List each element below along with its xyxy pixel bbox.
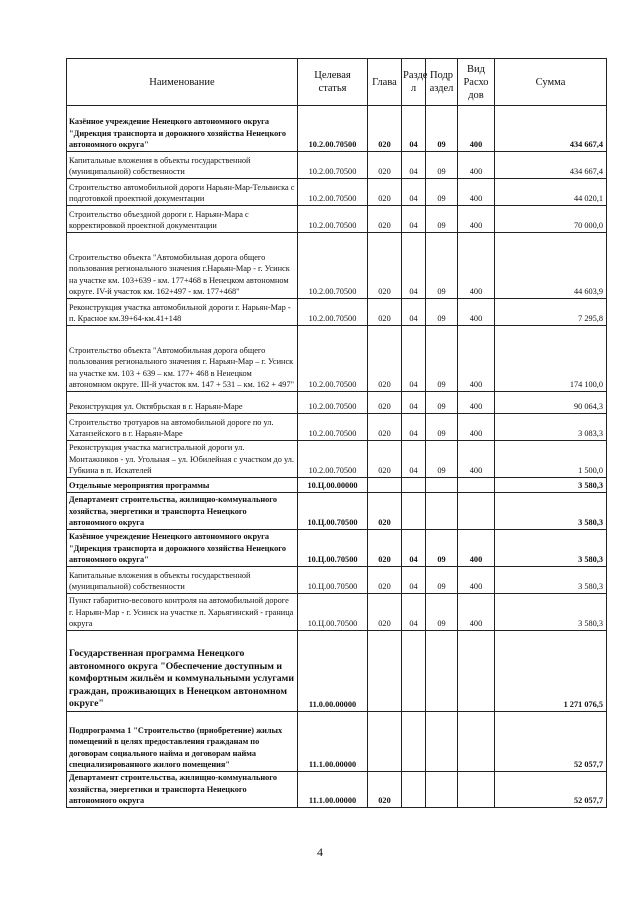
section-code	[402, 493, 426, 530]
expense-type-code: 400	[458, 299, 495, 326]
row-sum: 3 580,3	[495, 493, 607, 530]
expense-type-code	[458, 478, 495, 493]
header-section: Разде л	[402, 59, 426, 106]
chapter-code: 020	[368, 392, 402, 414]
expense-type-code: 400	[458, 392, 495, 414]
table-row	[67, 567, 607, 594]
header-sum: Сумма	[495, 59, 607, 106]
chapter-code	[368, 478, 402, 493]
header-expense-type: Вид Расхо дов	[458, 59, 495, 106]
expense-type-code: 400	[458, 530, 495, 567]
chapter-code: 020	[368, 233, 402, 299]
subsection-code: 09	[426, 414, 458, 441]
subsection-code: 09	[426, 152, 458, 179]
row-name: Пункт габаритно-весового контроля на автомобильной дороге г. Нарьян-Мар - г. Усинск на участке п. Харьягинский - граница округа	[67, 594, 298, 631]
row-name: Капитальные вложения в объекты государственной (муниципальной) собственности	[67, 567, 298, 594]
subsection-code: 09	[426, 179, 458, 206]
section-code	[402, 772, 426, 808]
subsection-code: 09	[426, 299, 458, 326]
expense-type-code: 400	[458, 441, 495, 478]
subsection-code: 09	[426, 441, 458, 478]
subsection-code: 09	[426, 206, 458, 233]
chapter-code: 020	[368, 414, 402, 441]
chapter-code: 020	[368, 106, 402, 152]
table-row	[67, 233, 607, 299]
row-sum: 44 020,1	[495, 179, 607, 206]
subsection-code: 09	[426, 392, 458, 414]
section-code: 04	[402, 414, 426, 441]
row-sum: 3 580,3	[495, 530, 607, 567]
row-sum: 44 603,9	[495, 233, 607, 299]
header-name: Наименование	[67, 59, 298, 106]
subsection-code	[426, 478, 458, 493]
row-name: Строительство объекта "Автомобильная дорога общего пользования регионального значения г.Нарьян-Мар - г. Усинск на участке км. 103+639 - км. 177+468 в Ненецком автономном округе. IV-й участок км. 162+497 - км. 177+468"	[67, 233, 298, 299]
expense-type-code: 400	[458, 179, 495, 206]
expense-type-code	[458, 631, 495, 712]
row-sum: 7 295,8	[495, 299, 607, 326]
target-article-code: 10.Ц.00.70500	[298, 493, 368, 530]
subsection-code: 09	[426, 530, 458, 567]
section-code	[402, 631, 426, 712]
chapter-code: 020	[368, 594, 402, 631]
table-header-row	[67, 59, 607, 106]
chapter-code: 020	[368, 326, 402, 392]
subsection-code: 09	[426, 233, 458, 299]
chapter-code: 020	[368, 152, 402, 179]
row-name: Строительство объекта "Автомобильная дорога общего пользования регионального значения г. Нарьян-Мар – г. Усинск на участке км. 103 + 639 – км. 177+ 468 в Ненецком автономном округе. III-й участок км. 147 + 531 – км. 162 + 497"	[67, 326, 298, 392]
subsection-code: 09	[426, 594, 458, 631]
table-row	[67, 299, 607, 326]
section-code: 04	[402, 392, 426, 414]
chapter-code: 020	[368, 179, 402, 206]
expense-type-code: 400	[458, 233, 495, 299]
subsection-code	[426, 493, 458, 530]
section-code: 04	[402, 206, 426, 233]
expense-type-code: 400	[458, 594, 495, 631]
header-subsection: Подр аздел	[426, 59, 458, 106]
subsection-code: 09	[426, 567, 458, 594]
header-target-article: Целевая статья	[298, 59, 368, 106]
table-row	[67, 106, 607, 152]
target-article-code: 10.Ц.00.70500	[298, 567, 368, 594]
section-code: 04	[402, 152, 426, 179]
target-article-code: 10.Ц.00.70500	[298, 594, 368, 631]
table-row	[67, 530, 607, 567]
expense-type-code	[458, 712, 495, 772]
row-name: Строительство объездной дороги г. Нарьян-Мара с корректировкой проектной документации	[67, 206, 298, 233]
target-article-code: 11.1.00.00000	[298, 772, 368, 808]
budget-table	[66, 58, 607, 808]
section-code: 04	[402, 179, 426, 206]
row-name: Казённое учреждение Ненецкого автономного округа "Дирекция транспорта и дорожного хозяйства Ненецкого автономного округа"	[67, 106, 298, 152]
section-code: 04	[402, 567, 426, 594]
chapter-code: 020	[368, 206, 402, 233]
row-sum: 52 057,7	[495, 772, 607, 808]
row-name: Реконструкция участка магистральной дороги ул. Монтажников - ул. Угольная – ул. Юбилейная с участком до ул. Губкина в п. Искателей	[67, 441, 298, 478]
table-row	[67, 326, 607, 392]
row-name: Реконструкция участка автомобильной дороги г. Нарьян-Мар - п. Красное км.39+64-км.41+148	[67, 299, 298, 326]
expense-type-code: 400	[458, 206, 495, 233]
page-number: 4	[317, 845, 323, 859]
target-article-code: 10.2.00.70500	[298, 326, 368, 392]
target-article-code: 10.2.00.70500	[298, 106, 368, 152]
table-row	[67, 441, 607, 478]
row-sum: 434 667,4	[495, 152, 607, 179]
expense-type-code: 400	[458, 326, 495, 392]
row-name: Строительство тротуаров на автомобильной дороге по ул. Хатанзейского в г. Нарьян-Маре	[67, 414, 298, 441]
subsection-code	[426, 712, 458, 772]
row-sum: 434 667,4	[495, 106, 607, 152]
expense-type-code: 400	[458, 106, 495, 152]
expense-type-code	[458, 772, 495, 808]
target-article-code: 10.2.00.70500	[298, 392, 368, 414]
table-row	[67, 772, 607, 808]
row-name: Государственная программа Ненецкого автономного округа "Обеспечение доступным и комфортным жильём и коммунальными услугами граждан, проживающих в Ненецком автономном округе"	[67, 631, 298, 712]
target-article-code: 11.1.00.00000	[298, 712, 368, 772]
subsection-code: 09	[426, 106, 458, 152]
row-sum: 3 580,3	[495, 594, 607, 631]
row-sum: 3 083,3	[495, 414, 607, 441]
row-name: Отдельные мероприятия программы	[67, 478, 298, 493]
chapter-code: 020	[368, 530, 402, 567]
target-article-code: 10.2.00.70500	[298, 299, 368, 326]
row-name: Капитальные вложения в объекты государственной (муниципальной) собственности	[67, 152, 298, 179]
row-name: Департамент строительства, жилищно-коммунального хозяйства, энергетики и транспорта Ненецкого автономного округа	[67, 772, 298, 808]
target-article-code: 11.0.00.00000	[298, 631, 368, 712]
section-code: 04	[402, 326, 426, 392]
row-sum: 1 271 076,5	[495, 631, 607, 712]
table-row	[67, 152, 607, 179]
section-code: 04	[402, 594, 426, 631]
row-sum: 52 057,7	[495, 712, 607, 772]
target-article-code: 10.2.00.70500	[298, 206, 368, 233]
row-name: Департамент строительства, жилищно-коммунального хозяйства, энергетики и транспорта Ненецкого автономного округа	[67, 493, 298, 530]
chapter-code: 020	[368, 441, 402, 478]
target-article-code: 10.2.00.70500	[298, 414, 368, 441]
header-chapter: Глава	[368, 59, 402, 106]
row-sum: 90 064,3	[495, 392, 607, 414]
subsection-code	[426, 631, 458, 712]
table-row	[67, 392, 607, 414]
row-name: Казённое учреждение Ненецкого автономного округа "Дирекция транспорта и дорожного хозяйства Ненецкого автономного округа"	[67, 530, 298, 567]
table-row	[67, 712, 607, 772]
table-row	[67, 631, 607, 712]
row-sum: 1 500,0	[495, 441, 607, 478]
target-article-code: 10.Ц.00.70500	[298, 530, 368, 567]
section-code: 04	[402, 299, 426, 326]
row-sum: 70 000,0	[495, 206, 607, 233]
table-row	[67, 478, 607, 493]
expense-type-code: 400	[458, 567, 495, 594]
table-row	[67, 179, 607, 206]
subsection-code: 09	[426, 326, 458, 392]
table-row	[67, 206, 607, 233]
table-row	[67, 414, 607, 441]
target-article-code: 10.2.00.70500	[298, 441, 368, 478]
expense-type-code	[458, 493, 495, 530]
row-name: Подпрограмма 1 "Строительство (приобретение) жилых помещений в целях предоставления гражданам по договорам социального найма и договорам найма специализированного жилого помещения"	[67, 712, 298, 772]
row-name: Строительство автомобильной дороги Нарьян-Мар-Тельвиска с подготовкой проектной документации	[67, 179, 298, 206]
row-sum: 174 100,0	[495, 326, 607, 392]
section-code: 04	[402, 530, 426, 567]
table-row	[67, 594, 607, 631]
chapter-code	[368, 712, 402, 772]
target-article-code: 10.2.00.70500	[298, 233, 368, 299]
target-article-code: 10.2.00.70500	[298, 179, 368, 206]
section-code: 04	[402, 233, 426, 299]
chapter-code: 020	[368, 772, 402, 808]
row-name: Реконструкция ул. Октябрьская в г. Нарьян-Маре	[67, 392, 298, 414]
chapter-code: 020	[368, 299, 402, 326]
section-code	[402, 478, 426, 493]
table-row	[67, 493, 607, 530]
chapter-code: 020	[368, 493, 402, 530]
subsection-code	[426, 772, 458, 808]
section-code	[402, 712, 426, 772]
expense-type-code: 400	[458, 414, 495, 441]
chapter-code	[368, 631, 402, 712]
expense-type-code: 400	[458, 152, 495, 179]
target-article-code: 10.Ц.00.00000	[298, 478, 368, 493]
row-sum: 3 580,3	[495, 478, 607, 493]
target-article-code: 10.2.00.70500	[298, 152, 368, 179]
chapter-code: 020	[368, 567, 402, 594]
section-code: 04	[402, 106, 426, 152]
section-code: 04	[402, 441, 426, 478]
row-sum: 3 580,3	[495, 567, 607, 594]
